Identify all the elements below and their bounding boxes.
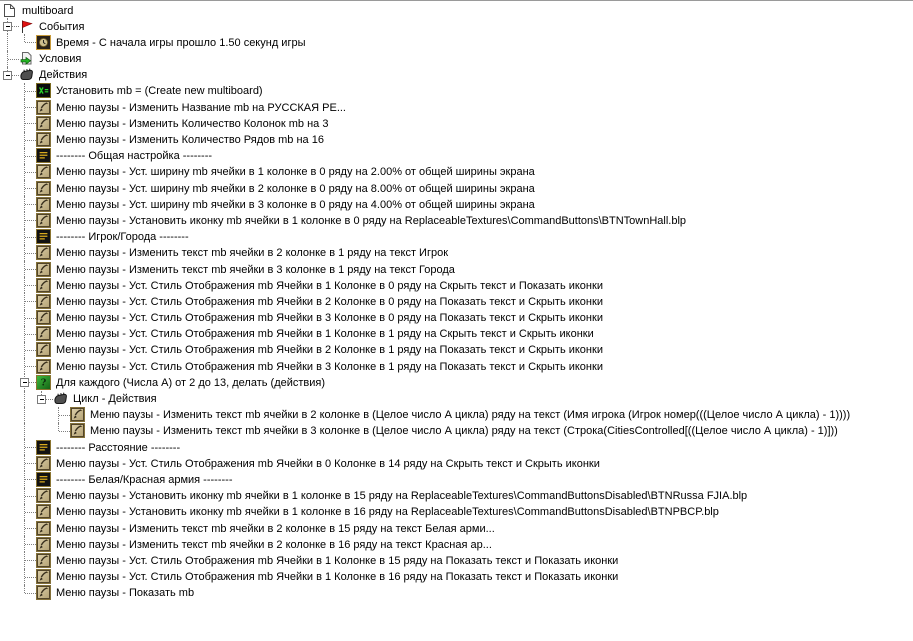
tree-row-label: Для каждого (Числа А) от 2 до 13, делать (действия) <box>56 376 326 389</box>
tree-row[interactable] <box>0 212 913 228</box>
multiboard-action-icon <box>36 504 51 519</box>
multiboard-action-icon <box>36 164 51 179</box>
tree-branch-line <box>25 188 36 189</box>
tree-row[interactable] <box>0 245 913 261</box>
tree-branch-line <box>25 253 36 254</box>
multiboard-action-icon <box>36 278 51 293</box>
tree-row-label: Меню паузы - Уст. ширину mb ячейки в 3 колонке в 0 ряду на 4.00% от общей ширины экрана <box>56 198 535 211</box>
tree-branch-line <box>58 423 59 431</box>
multiboard-action-icon <box>36 100 51 115</box>
tree-branch-line <box>25 334 36 335</box>
tree-branch-line <box>25 91 36 92</box>
tree-row-label: Меню паузы - Уст. Стиль Отображения mb Ячейки в 3 Колонке в 0 ряду на Показать текст и Скрыть иконки <box>56 312 603 325</box>
multiboard-action-icon <box>70 423 85 438</box>
multiboard-action-icon <box>36 569 51 584</box>
multiboard-action-icon <box>36 132 51 147</box>
multiboard-action-icon <box>36 326 51 341</box>
tree-branch-line <box>59 415 70 416</box>
tree-row[interactable] <box>0 261 913 277</box>
actions-gauntlet-icon <box>53 391 68 406</box>
tree-row-label: -------- Расстояние -------- <box>56 441 181 454</box>
tree-row[interactable] <box>0 67 913 83</box>
tree-branch-line <box>25 156 36 157</box>
tree-row-label: Меню паузы - Изменить текст mb ячейки в 2 колонке в 16 ряду на текст Красная ар... <box>56 538 492 551</box>
tree-row-label: Меню паузы - Изменить текст mb ячейки в 2 колонке в 15 ряду на текст Белая арми... <box>56 522 495 535</box>
tree-row[interactable] <box>0 358 913 374</box>
actions-gauntlet-icon <box>19 67 34 82</box>
tree-branch-line <box>25 269 36 270</box>
tree-branch-line <box>25 204 36 205</box>
tree-row-label: Время - С начала игры прошло 1.50 секунд игры <box>56 36 306 49</box>
tree-branch-line <box>25 463 36 464</box>
tree-branch-line <box>25 42 36 43</box>
tree-row-label: Меню паузы - Уст. Стиль Отображения mb Ячейки в 3 Колонке в 1 ряду на Показать текст и Скрыть иконки <box>56 360 603 373</box>
tree-row[interactable] <box>0 132 913 148</box>
multiboard-action-icon <box>36 310 51 325</box>
tree-branch-line <box>25 544 36 545</box>
tree-row[interactable] <box>0 293 913 309</box>
tree-branch-line <box>25 560 36 561</box>
tree-branch-line <box>25 496 36 497</box>
tree-row-label: Меню паузы - Изменить текст mb ячейки в 3 колонке в 1 ряду на текст Города <box>56 263 455 276</box>
tree-row-label: Меню паузы - Показать mb <box>56 587 195 600</box>
tree-branch-line <box>25 318 36 319</box>
tree-branch-line <box>25 123 36 124</box>
tree-row-label: События <box>39 20 85 33</box>
multiboard-action-icon <box>36 553 51 568</box>
tree-row[interactable] <box>0 51 913 67</box>
collapse-toggle[interactable] <box>20 378 29 387</box>
timer-event-icon <box>36 35 51 50</box>
tree-guide-line <box>24 391 25 407</box>
tree-row-label: Меню паузы - Изменить Название mb на РУССКАЯ РЕ... <box>56 101 346 114</box>
tree-branch-line <box>25 172 36 173</box>
tree-row[interactable] <box>0 164 913 180</box>
tree-row-label: Меню паузы - Уст. Стиль Отображения mb Ячейки в 1 Колонке в 0 ряду на Скрыть текст и Показать иконки <box>56 279 603 292</box>
comment-icon <box>36 148 51 163</box>
tree-row[interactable] <box>0 277 913 293</box>
tree-row[interactable] <box>0 342 913 358</box>
tree-row[interactable] <box>0 585 913 601</box>
tree-row[interactable] <box>0 196 913 212</box>
tree-row-label: Меню паузы - Уст. Стиль Отображения mb Ячейки в 2 Колонке в 1 ряду на Показать текст и Скрыть иконки <box>56 344 603 357</box>
tree-row-label: Условия <box>39 53 82 66</box>
tree-branch-line <box>25 528 36 529</box>
tree-row-label: Меню паузы - Изменить Количество Колонок mb на 3 <box>56 117 329 130</box>
tree-branch-line <box>25 447 36 448</box>
tree-row-label: Меню паузы - Изменить текст mb ячейки в 2 колонке в 1 ряду на текст Игрок <box>56 247 449 260</box>
tree-branch-line <box>25 107 36 108</box>
tree-branch-line <box>24 34 25 42</box>
tree-guide-line <box>24 407 25 423</box>
tree-row-label: Меню паузы - Уст. Стиль Отображения mb Ячейки в 1 Колонке в 15 ряду на Показать текст и Показать иконки <box>56 554 619 567</box>
tree-row-label: Меню паузы - Уст. Стиль Отображения mb Ячейки в 1 Колонке в 16 ряду на Показать текст и Показать иконки <box>56 571 619 584</box>
tree-branch-line <box>25 479 36 480</box>
tree-row-label: multiboard <box>22 4 74 17</box>
tree-row-label: Цикл - Действия <box>73 393 157 405</box>
tree-branch-line <box>25 285 36 286</box>
tree-row[interactable] <box>0 423 913 439</box>
multiboard-action-icon <box>36 245 51 260</box>
collapse-toggle[interactable] <box>3 71 12 80</box>
events-flag-icon <box>19 19 34 34</box>
tree-row[interactable] <box>0 18 913 34</box>
tree-row-label: Меню паузы - Изменить Количество Рядов mb на 16 <box>56 134 324 146</box>
tree-row[interactable] <box>0 229 913 245</box>
tree-row[interactable] <box>0 180 913 196</box>
tree-branch-line <box>8 59 19 60</box>
tree-branch-line <box>25 366 36 367</box>
tree-row-label: Меню паузы - Изменить текст mb ячейки в 3 колонке в (Целое число А цикла) ряду на текст (Строка(CitiesControlled[((Целое число А цикла) - 1)])) <box>90 425 838 438</box>
tree-row[interactable] <box>0 407 913 423</box>
multiboard-action-icon <box>36 262 51 277</box>
tree-row-label: -------- Общая настройка -------- <box>56 150 213 163</box>
multiboard-action-icon <box>36 537 51 552</box>
multiboard-action-icon <box>36 585 51 600</box>
tree-row[interactable] <box>0 374 913 390</box>
multiboard-action-icon <box>36 488 51 503</box>
tree-row-label: Меню паузы - Уст. Стиль Отображения mb Ячейки в 2 Колонке в 0 ряду на Показать текст и Скрыть иконки <box>56 295 603 308</box>
tree-branch-line <box>25 301 36 302</box>
tree-row-label: Меню паузы - Уст. Стиль Отображения mb Ячейки в 1 Колонке в 1 ряду на Скрыть текст и Скрыть иконки <box>56 328 594 341</box>
collapse-toggle[interactable] <box>3 22 12 31</box>
tree-row[interactable] <box>0 536 913 552</box>
comment-icon <box>36 229 51 244</box>
multiboard-action-icon <box>36 213 51 228</box>
multiboard-action-icon <box>36 521 51 536</box>
tree-row[interactable] <box>0 504 913 520</box>
tree-row-label: -------- Игрок/Города -------- <box>56 231 189 244</box>
multiboard-action-icon <box>36 116 51 131</box>
tree-row-label: -------- Белая/Красная армия -------- <box>56 473 233 486</box>
for-each-loop-icon <box>36 375 51 390</box>
tree-guide-line <box>7 34 8 50</box>
comment-icon <box>36 472 51 487</box>
tree-row[interactable] <box>0 83 913 99</box>
multiboard-action-icon <box>36 342 51 357</box>
tree-row[interactable] <box>0 569 913 585</box>
tree-row[interactable] <box>0 310 913 326</box>
svg-text:?: ? <box>40 377 47 389</box>
tree-row[interactable] <box>0 520 913 536</box>
set-variable-icon <box>36 83 51 98</box>
tree-row[interactable] <box>0 455 913 471</box>
tree-branch-line <box>25 593 36 594</box>
conditions-icon <box>19 51 34 66</box>
multiboard-action-icon <box>36 359 51 374</box>
tree-branch-line <box>24 585 25 593</box>
tree-row[interactable] <box>0 115 913 131</box>
tree-row[interactable] <box>0 2 913 18</box>
multiboard-action-icon <box>36 456 51 471</box>
collapse-toggle[interactable] <box>37 395 46 404</box>
tree-row-label: Действия <box>39 69 88 82</box>
tree-row-label: Меню паузы - Установить иконку mb ячейки в 1 колонке в 0 ряду на ReplaceableTextures\CommandButtons\BTNTownHall.blp <box>56 214 687 227</box>
tree-row-label: Меню паузы - Уст. ширину mb ячейки в 2 колонке в 0 ряду на 8.00% от общей ширины экрана <box>56 182 535 195</box>
multiboard-action-icon <box>36 181 51 196</box>
tree-row-label: Меню паузы - Установить иконку mb ячейки в 1 колонке в 15 ряду на ReplaceableTextures\CommandButtonsDisabled\BTNRussa FJIA.blp <box>56 490 748 503</box>
tree-row-label: Установить mb = (Create new multiboard) <box>56 85 263 98</box>
tree-branch-line <box>59 431 70 432</box>
tree-row-label: Меню паузы - Уст. Стиль Отображения mb Ячейки в 0 Колонке в 14 ряду на Скрыть текст и Скрыть иконки <box>56 457 600 470</box>
multiboard-action-icon <box>36 197 51 212</box>
tree-row-label: Меню паузы - Установить иконку mb ячейки в 1 колонке в 16 ряду на ReplaceableTextures\CommandButtonsDisabled\BTNPBCP.blp <box>56 506 719 519</box>
trigger-tree <box>0 2 913 601</box>
tree-row[interactable] <box>0 552 913 568</box>
tree-row-label: Меню паузы - Изменить текст mb ячейки в 2 колонке в (Целое число А цикла) ряду на текст (Имя игрока (Игрок номер(((Целое число А цикла) - 1)))) <box>90 409 851 422</box>
tree-row[interactable] <box>0 391 913 407</box>
tree-row[interactable] <box>0 488 913 504</box>
tree-row[interactable] <box>0 148 913 164</box>
tree-branch-line <box>25 577 36 578</box>
tree-branch-line <box>25 512 36 513</box>
comment-icon <box>36 440 51 455</box>
multiboard-action-icon <box>36 294 51 309</box>
tree-guide-line <box>24 423 25 439</box>
tree-branch-line <box>25 220 36 221</box>
tree-row[interactable] <box>0 99 913 115</box>
tree-row[interactable] <box>0 439 913 455</box>
tree-branch-line <box>25 350 36 351</box>
multiboard-action-icon <box>70 407 85 422</box>
tree-branch-line <box>25 140 36 141</box>
tree-row[interactable] <box>0 34 913 50</box>
tree-row[interactable] <box>0 326 913 342</box>
tree-row[interactable] <box>0 471 913 487</box>
tree-branch-line <box>25 237 36 238</box>
tree-row-label: Меню паузы - Уст. ширину mb ячейки в 1 колонке в 0 ряду на 2.00% от общей ширины экрана <box>56 166 535 179</box>
trigger-document-icon <box>2 3 17 18</box>
